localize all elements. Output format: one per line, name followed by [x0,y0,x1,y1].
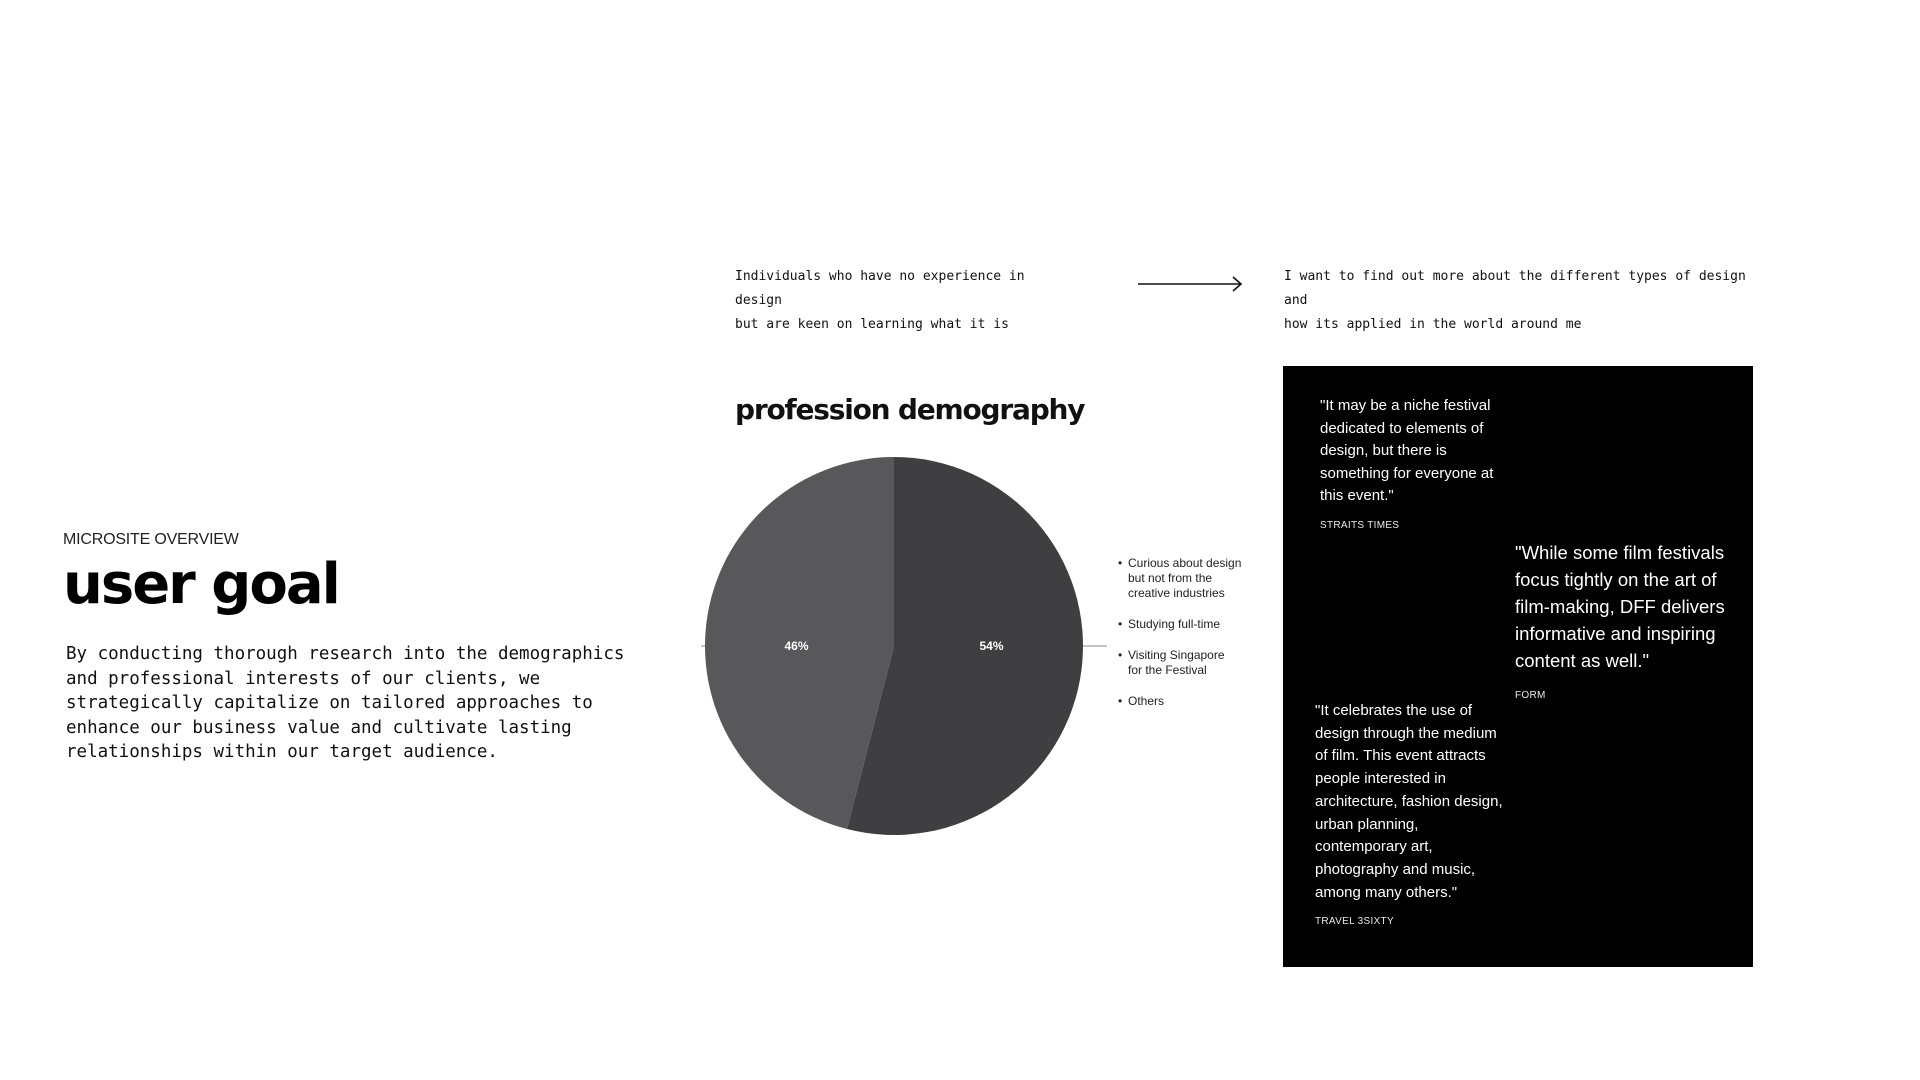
quote-text: "While some film festivals focus tightly on the art of film-making, DFF delivers informative and inspiring content as well." [1515,542,1725,671]
legend-item [1118,556,1258,601]
legend-label: Curious about design but not from the creative industries [1128,556,1242,600]
chart-title: profession demography [735,393,1085,426]
chart-legend [1118,556,1258,725]
page-title: user goal [63,552,339,617]
press-quotes-panel [1283,366,1753,967]
intro-paragraph: By conducting thorough research into the demographics and professional interests of our clients, we strategically capitalize on tailored approaches to enhance our business value and cultivate lasting relationships within our target audience. [66,644,625,762]
arrow-right-icon [1138,274,1244,294]
bullet-icon: • [1118,694,1123,708]
bullet-icon: • [1118,617,1123,631]
persona-description: Individuals who have no experience in design but are keen on learning what it is [735,269,1025,332]
quote-source: FORM [1515,690,1546,701]
quote-text: "It celebrates the use of design through the medium of film. This event attracts people interested in architecture, fashion design, urban planning, contemporary art, photography and music, among many others." [1315,702,1503,901]
pie-slice-label: 46% [784,639,809,653]
user-goal-statement: I want to find out more about the different types of design and how its applied in the world around me [1284,269,1746,332]
pie-slice-label: 54% [979,639,1004,653]
quote-source: TRAVEL 3SIXTY [1315,916,1394,928]
bullet-icon: • [1118,648,1123,662]
press-quote [1320,395,1510,531]
bullet-icon: • [1118,556,1123,570]
section-eyebrow: MICROSITE OVERVIEW [63,531,239,548]
legend-label: Others [1128,694,1165,708]
press-quote [1315,700,1515,927]
press-quote [1515,539,1740,701]
legend-label: Studying full-time [1128,617,1221,631]
quote-text: "It may be a niche festival dedicated to elements of design, but there is something for everyone at this event." [1320,397,1494,504]
pie-chart [696,448,1116,848]
quote-source: STRAITS TIMES [1320,519,1400,531]
legend-item [1118,617,1258,632]
legend-label: Visiting Singapore for the Festival [1128,648,1225,677]
legend-item [1118,694,1258,709]
legend-item [1118,648,1258,678]
